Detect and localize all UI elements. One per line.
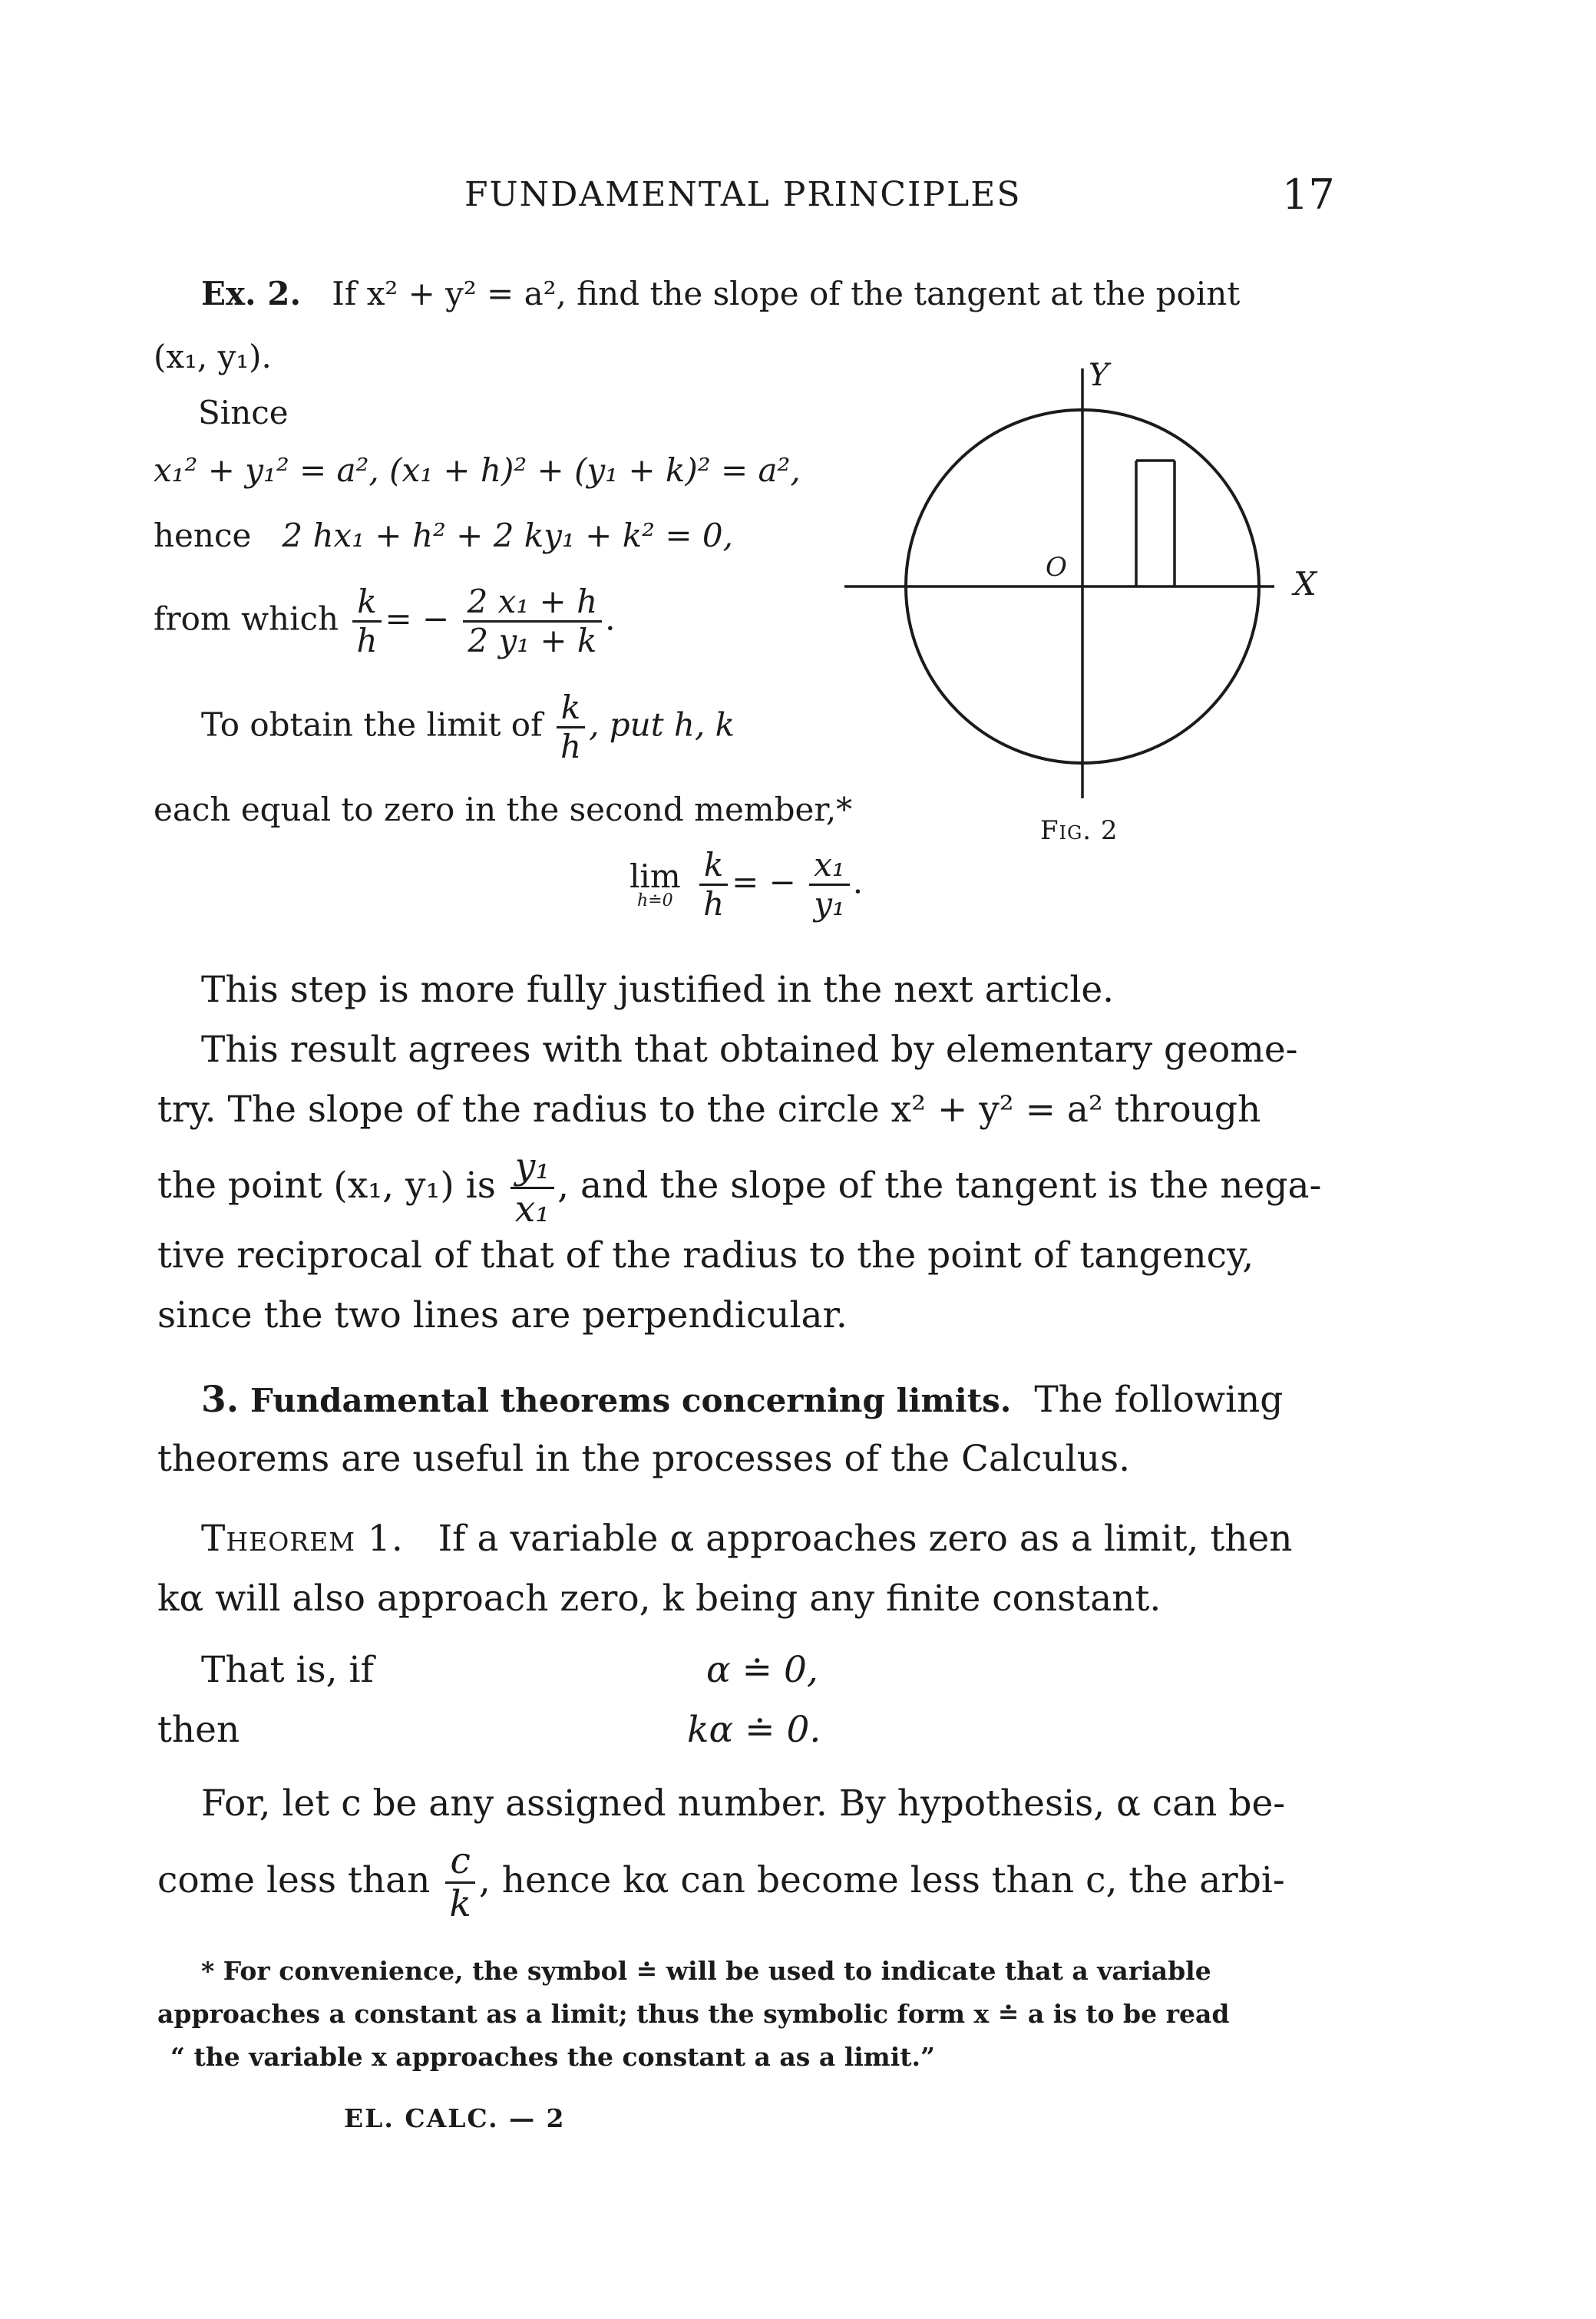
lim-operator: lim h≐0	[629, 857, 681, 910]
fraction-x1-over-y1: $\frac{\text{x₁}}{\text{y₁}}$	[809, 848, 850, 921]
section-3-line-1: 3. Fundamental theorems concerning limits. The following	[201, 1379, 1284, 1421]
equation-3-sign: = −	[385, 600, 450, 638]
fraction-c-over-k: $\frac{c}{k}$	[444, 1842, 475, 1924]
footnote-line-3: “ the variable x approaches the constant a as a limit.”	[170, 2042, 935, 2072]
proof-line-2: come less than $\frac{c}{k}$ , hence kα can become less than c, the arbi-	[157, 1840, 1285, 1926]
example-line-1	[201, 275, 1240, 312]
section-3-heading: Fundamental theorems concerning limits.	[250, 1382, 1012, 1419]
then-word: then	[157, 1709, 240, 1751]
paragraph-2-line-5: since the two lines are perpendicular.	[157, 1294, 848, 1336]
equation-2: 2 hx₁ + h² + 2 ky₁ + k² = 0,	[282, 517, 733, 554]
fraction-k-over-h: $\frac{k}{h}$	[352, 585, 382, 658]
example-line-2: (x₁, y₁).	[154, 338, 272, 375]
condition-k-alpha: kα ≐ 0.	[687, 1709, 821, 1751]
paragraph-2-line-2: try. The slope of the radius to the circle x² + y² = a² through	[157, 1088, 1261, 1131]
fraction-k-over-h-2: $\frac{k}{h}$	[556, 691, 586, 764]
figure-label-x: X	[1294, 565, 1317, 603]
paragraph-2-line-4: tive reciprocal of that of the radius to the point of tangency,	[157, 1234, 1254, 1277]
hence-word: hence	[154, 517, 252, 554]
paragraph-2-line-1: This result agrees with that obtained by elementary geome-	[201, 1029, 1298, 1071]
hence-line	[154, 517, 733, 554]
theorem-1-label: Theorem 1.	[201, 1518, 404, 1560]
from-which-line: from which $\frac{k}{h}$ = − $\frac{\text{2 x₁ + h}}{\text{2 y₁ + k}}$ .	[154, 583, 616, 660]
running-header: FUNDAMENTAL PRINCIPLES	[464, 175, 1022, 214]
fraction-y1-over-x1: $\frac{\text{y₁}}{\text{x₁}}$	[511, 1148, 554, 1229]
that-is-if: That is, if	[201, 1649, 374, 1691]
each-equal-line: each equal to zero in the second member,*	[154, 791, 853, 828]
page-number: 17	[1282, 170, 1335, 219]
since-word: Since	[198, 394, 289, 431]
figure-label-o: O	[1046, 552, 1067, 583]
footnote-line-2: approaches a constant as a limit; thus the symbolic form x ≐ a is to be read	[157, 1999, 1230, 2029]
from-which-word: from which	[154, 600, 339, 638]
limit-equation: lim h≐0 $\frac{k}{h}$ = − $\frac{\text{x₁}}{\text{y₁}}$ .	[629, 846, 864, 923]
paragraph-2-line-3: the point (x₁, y₁) is $\frac{\text{y₁}}{\text{x₁}}$ , and the slope of the tangent is the nega-	[157, 1145, 1322, 1231]
to-obtain-line	[201, 691, 735, 764]
limit-equation-sign: = −	[732, 863, 796, 901]
to-obtain-text: To obtain the limit of	[201, 705, 543, 744]
signature-mark: EL. CALC. — 2	[344, 2103, 566, 2133]
theorem-1-line-1: Theorem 1. If a variable α approaches zero as a limit, then	[201, 1518, 1293, 1560]
equation-1: x₁² + y₁² = a², (x₁ + h)² + (y₁ + k)² = a²,	[154, 451, 801, 489]
proof-line-1: For, let c be any assigned number. By hypothesis, α can be-	[201, 1782, 1286, 1825]
put-h-k: , put h, k	[589, 705, 735, 744]
section-3-line-2: theorems are useful in the processes of the Calculus.	[157, 1438, 1131, 1480]
paragraph-1: This step is more fully justified in the next article.	[201, 969, 1115, 1011]
example-statement: If x² + y² = a², find the slope of the tangent at the point	[332, 275, 1241, 312]
theorem-1-line-2: kα will also approach zero, k being any finite constant.	[157, 1577, 1161, 1620]
fraction-rhs: $\frac{\text{2 x₁ + h}}{\text{2 y₁ + k}}$	[463, 585, 603, 658]
figure-2-circle-diagram	[829, 353, 1290, 814]
condition-alpha: α ≐ 0,	[706, 1649, 818, 1691]
footnote-line-1: * For convenience, the symbol ≐ will be used to indicate that a variable	[201, 1956, 1211, 1986]
example-label: Ex. 2.	[201, 275, 302, 312]
figure-caption: Fig. 2	[1040, 815, 1119, 846]
section-3-number: 3.	[201, 1379, 240, 1421]
figure-label-y: Y	[1089, 358, 1109, 393]
fraction-k-over-h-3: $\frac{k}{h}$	[699, 848, 729, 921]
